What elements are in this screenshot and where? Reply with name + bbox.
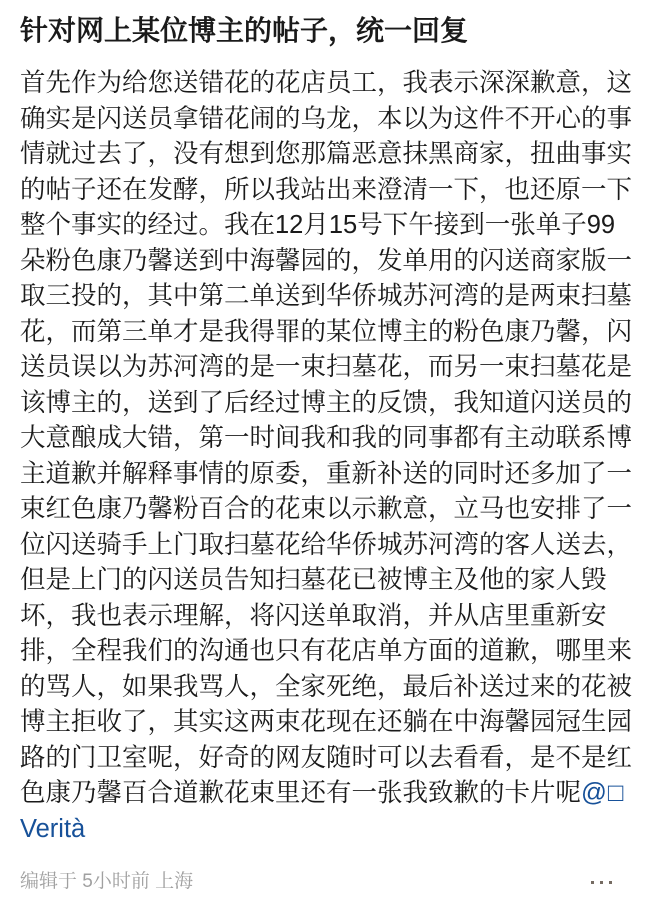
post-body-text: 首先作为给您送错花的花店员工，我表示深深歉意，这确实是闪送员拿错花闹的乌龙，本以为这件不开心的事情就过去了，没有想到您那篇恶意抹黑商家，扭曲事实的帖子还在发酵，所以我站出来澄清一下，也还原一下整个事实的经过。我在12月15号下午接到一张单子99朵粉色康乃馨送到中海馨园的，发单用的闪送商家版一取三投的，其中第二单送到华侨城苏河湾的是两束扫墓花，而第三单才是我得罪的某位博主的粉色康乃馨，闪送员误以为苏河湾的是一束扫墓花，而另一束扫墓花是该博主的，送到了后经过博主的反馈，我知道闪送员的大意酿成大错，第一时间我和我的同事都有主动联系博主道歉并解释事情的原委，重新补送的同时还多加了一束红色康乃馨粉百合的花束以示歉意，立马也安排了一位闪送骑手上门取扫墓花给华侨城苏河湾的客人送去，但是上门的闪送员告知扫墓花已被博主及他的家人毁坏，我也表示理解，将闪送单取消，并从店里重新安排，全程我们的沟通也只有花店单方面的道歉，哪里来的骂人，如果我骂人，全家死绝，最后补送过来的花被博主拒收了，其实这两束花现在还躺在中海馨园冠生园路的门卫室呢，好奇的网友随时可以去看看，是不是红色康乃馨百合道歉花束里还有一张我致歉的卡片呢: [20, 69, 633, 807]
edit-meta-text: 编辑于 5小时前 上海: [20, 871, 194, 892]
post-body: [20, 66, 640, 847]
ellipsis-icon: [591, 881, 612, 884]
mention-name: Verità: [20, 814, 86, 843]
post-title: 针对网上某位博主的帖子，统一回复: [20, 15, 469, 46]
missing-glyph: □: [607, 779, 624, 807]
post-footer: [20, 869, 640, 895]
mention-at-symbol: @: [581, 779, 607, 807]
more-options-button[interactable]: [587, 875, 616, 890]
